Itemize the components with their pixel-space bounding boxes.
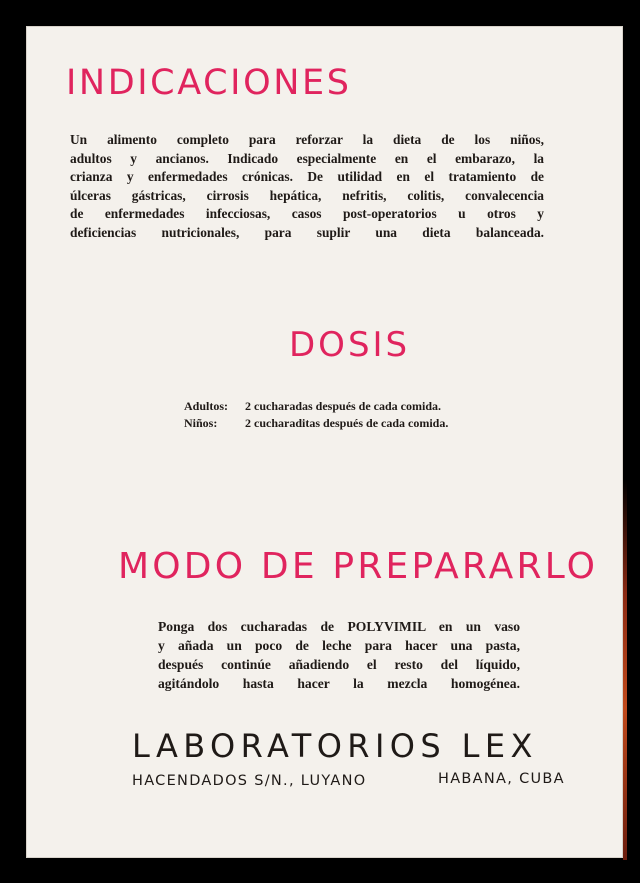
dosis-table bbox=[184, 398, 448, 431]
indicaciones-text bbox=[70, 131, 544, 242]
indicaciones-line: crianza y enfermedades crónicas. De utilidad en el tratamiento de bbox=[70, 169, 544, 184]
modo-line: y añada un poco de leche para hacer una pasta, bbox=[158, 638, 520, 653]
dosis-who: Niños: bbox=[184, 415, 218, 430]
dosis-heading: DOSIS bbox=[289, 325, 411, 365]
indicaciones-line: adultos y ancianos. Indicado especialmente en el embarazo, la bbox=[70, 150, 544, 166]
company-name: LABORATORIOS LEX bbox=[132, 727, 538, 765]
indicaciones-line: Un alimento completo para reforzar la dieta de los niños, bbox=[70, 132, 544, 147]
indicaciones-line: deficiencias nutricionales, para suplir una dieta balanceada. bbox=[70, 224, 544, 240]
dosis-row bbox=[184, 398, 448, 415]
modo-heading: MODO DE PREPARARLO bbox=[118, 546, 599, 587]
dosis-amount: 2 cucharadas después de cada comida. bbox=[245, 399, 442, 413]
dosis-who: Adultos: bbox=[184, 399, 229, 413]
modo-line1-after: en un vaso bbox=[425, 619, 520, 634]
modo-line bbox=[158, 617, 520, 636]
company-address: HACENDADOS S/N., LUYANO bbox=[132, 773, 367, 789]
indicaciones-heading: INDICACIONES bbox=[66, 63, 352, 103]
modo-line: después continúe añadiendo el resto del líquido, bbox=[158, 657, 520, 672]
product-name: POLYVIMIL bbox=[347, 619, 426, 634]
dosis-amount: 2 cucharaditas después de cada comida. bbox=[245, 415, 449, 430]
indicaciones-line: de enfermedades infecciosas, casos post-operatorios u otros y bbox=[70, 206, 544, 221]
background-edge bbox=[623, 480, 627, 860]
modo-line1-before: Ponga dos cucharadas de bbox=[158, 619, 348, 634]
company-city: HABANA, CUBA bbox=[438, 771, 565, 787]
indicaciones-line: úlceras gástricas, cirrosis hepática, nefritis, colitis, convalecencia bbox=[70, 187, 544, 203]
modo-line: agitándolo hasta hacer la mezcla homogénea. bbox=[158, 676, 520, 691]
modo-text bbox=[158, 617, 520, 693]
dosis-row bbox=[184, 415, 448, 432]
